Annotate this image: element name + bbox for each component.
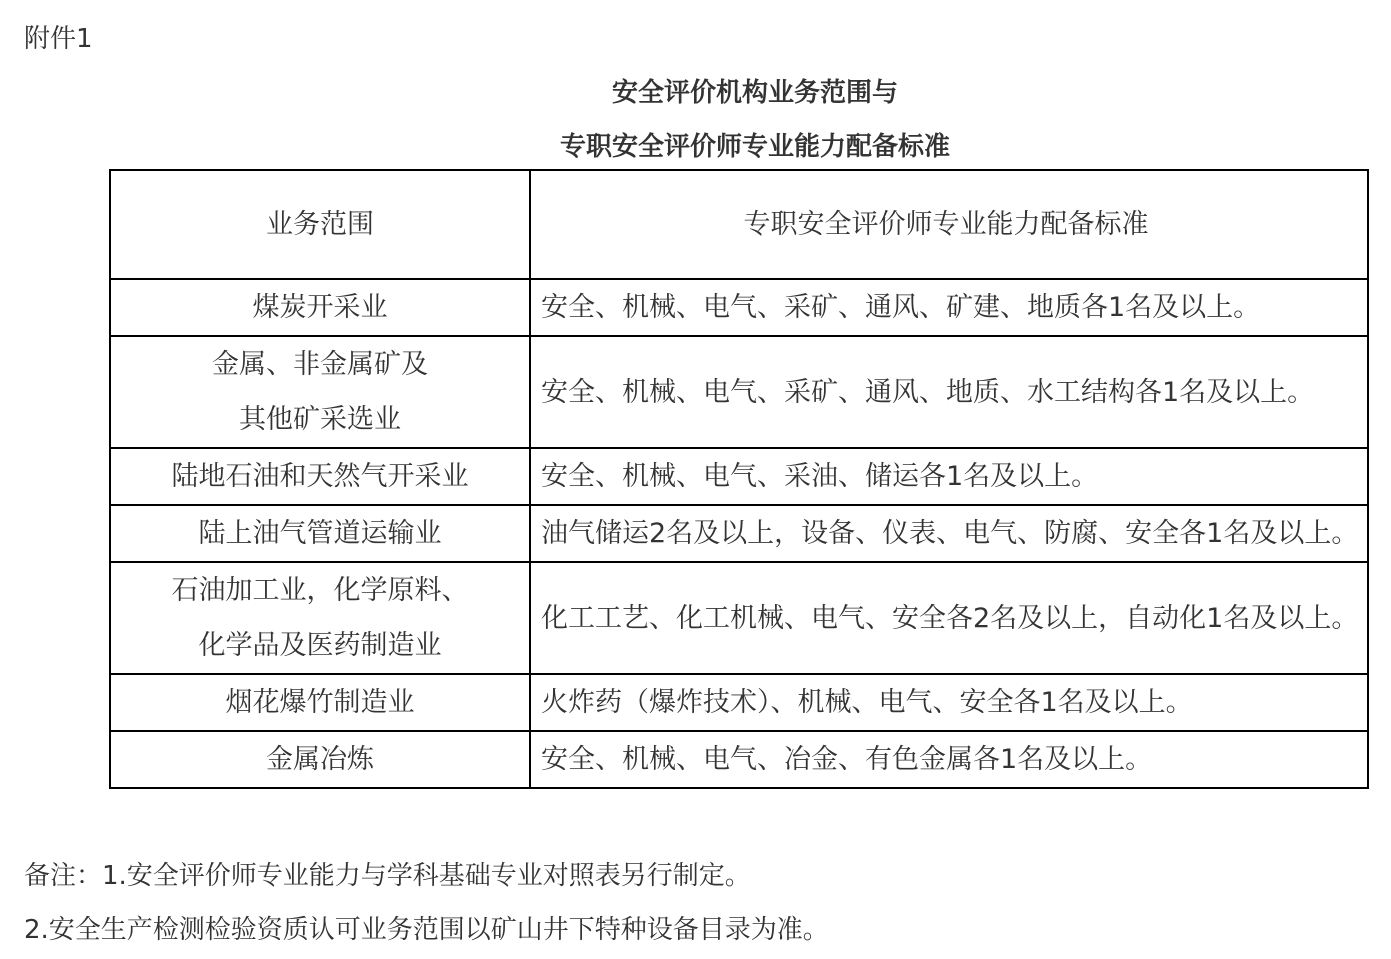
scope-cell bbox=[110, 674, 530, 731]
scope-line: 金属冶炼 bbox=[266, 744, 374, 775]
scope-line: 陆地石油和天然气开采业 bbox=[171, 461, 469, 492]
standard-cell: 安全、机械、电气、采油、储运各1名及以上。 bbox=[530, 448, 1368, 505]
standard-cell: 安全、机械、电气、采矿、通风、地质、水工结构各1名及以上。 bbox=[530, 336, 1368, 448]
scope-cell bbox=[110, 448, 530, 505]
scope-line: 煤炭开采业 bbox=[252, 292, 388, 323]
attachment-label: 附件1 bbox=[24, 24, 93, 54]
scope-line: 金属、非金属矿及 bbox=[212, 349, 428, 380]
document-title-line2: 专职安全评价师专业能力配备标准 bbox=[559, 132, 950, 162]
table-header-row bbox=[110, 170, 1368, 279]
note-line-2: 2.安全生产检测检验资质认可业务范围以矿山井下特种设备目录为准。 bbox=[24, 915, 829, 945]
document-title-line1: 安全评价机构业务范围与 bbox=[611, 78, 898, 108]
table-row bbox=[110, 731, 1368, 788]
table-row bbox=[110, 279, 1368, 336]
scope-cell bbox=[110, 279, 530, 336]
standard-cell: 化工工艺、化工机械、电气、安全各2名及以上，自动化1名及以上。 bbox=[530, 562, 1368, 674]
standard-cell: 安全、机械、电气、冶金、有色金属各1名及以上。 bbox=[530, 731, 1368, 788]
table-row bbox=[110, 562, 1368, 674]
standard-cell: 安全、机械、电气、采矿、通风、矿建、地质各1名及以上。 bbox=[530, 279, 1368, 336]
scope-cell bbox=[110, 562, 530, 674]
scope-line: 其他矿采选业 bbox=[239, 404, 401, 435]
scope-cell bbox=[110, 505, 530, 562]
table-row bbox=[110, 448, 1368, 505]
scope-line: 石油加工业，化学原料、 bbox=[171, 575, 469, 606]
scope-cell bbox=[110, 731, 530, 788]
header-business-scope: 业务范围 bbox=[110, 170, 530, 279]
table-row bbox=[110, 674, 1368, 731]
scope-line: 烟花爆竹制造业 bbox=[225, 687, 415, 718]
header-staffing-standard: 专职安全评价师专业能力配备标准 bbox=[530, 170, 1368, 279]
scope-cell bbox=[110, 336, 530, 448]
standards-table bbox=[109, 169, 1369, 789]
scope-line: 化学品及医药制造业 bbox=[198, 630, 442, 661]
table-row bbox=[110, 336, 1368, 448]
scope-line: 陆上油气管道运输业 bbox=[198, 518, 442, 549]
standard-cell: 火炸药（爆炸技术）、机械、电气、安全各1名及以上。 bbox=[530, 674, 1368, 731]
standard-cell: 油气储运2名及以上，设备、仪表、电气、防腐、安全各1名及以上。 bbox=[530, 505, 1368, 562]
note-line-1: 备注：1.安全评价师专业能力与学科基础专业对照表另行制定。 bbox=[24, 861, 751, 891]
table-row bbox=[110, 505, 1368, 562]
